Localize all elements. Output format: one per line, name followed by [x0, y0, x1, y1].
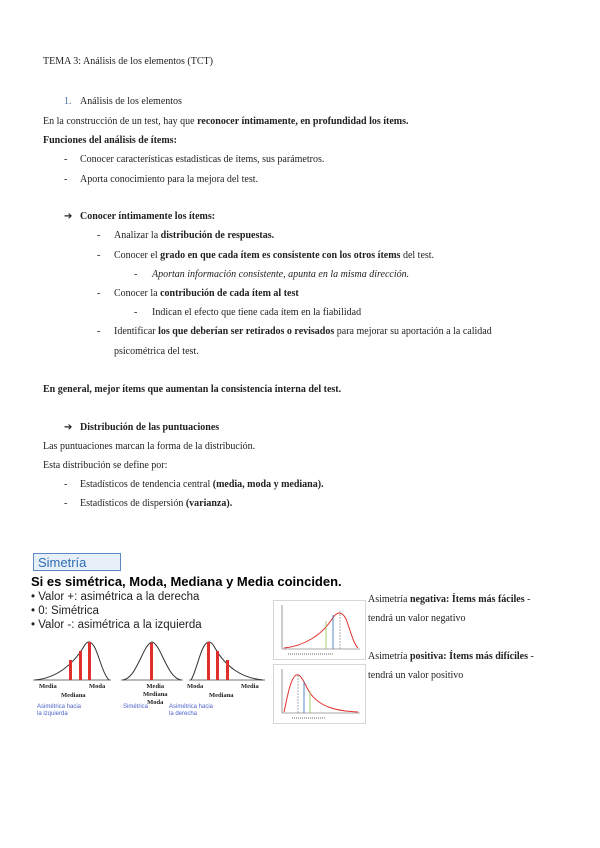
dash-marker: - — [97, 250, 101, 261]
general-statement: En general, mejor ítems que aumentan la consistencia interna del test. — [43, 384, 342, 395]
dash-marker: - — [97, 230, 101, 241]
dash-marker: - — [97, 326, 101, 337]
dash-marker: - — [64, 498, 68, 509]
skewness-figure — [29, 634, 265, 724]
negative-skew-text: Asimetría negativa: Ítems más fáciles - — [368, 594, 531, 605]
functions-title: Funciones del análisis de ítems: — [43, 135, 177, 146]
bar-center — [150, 643, 153, 680]
caption-right: Asimétrica hacia la derecha — [169, 704, 214, 717]
symmetry-title: Simetría — [33, 553, 121, 571]
document-header: TEMA 3: Análisis de los elementos (TCT) — [43, 56, 213, 67]
symmetry-bullet: • Valor -: asimétrica a la izquierda — [31, 619, 202, 631]
label-mediana: Mediana — [209, 692, 234, 699]
dist-line-2: Esta distribución se define por: — [43, 460, 168, 471]
negative-skew-graph — [273, 600, 366, 660]
dash-marker: - — [64, 479, 68, 490]
label-moda: Moda — [187, 683, 204, 690]
negative-skew-curve — [274, 601, 365, 659]
caption-left: Asimétrica hacia la izquierda — [37, 704, 82, 717]
intro-paragraph: En la construcción de un test, hay que reconocer íntimamente, en profundidad los ítems. — [43, 116, 409, 127]
bar-moda — [207, 642, 210, 680]
positive-skew-text: Asimetría positiva: Ítems más difíciles - — [368, 651, 534, 662]
know-title: Conocer íntimamente los ítems: — [80, 211, 216, 222]
caption-mid: Simétrica — [123, 704, 149, 710]
know-item-4-line2: psicométrica del test. — [114, 346, 199, 357]
functions-item: Conocer características estadísticas de ítems, sus parámetros. — [80, 154, 325, 165]
positive-skew-graph — [273, 664, 366, 724]
know-item-2-sub: Aportan información consistente, apunta en la misma dirección. — [152, 269, 410, 280]
arrow-icon: ➔ — [64, 422, 73, 433]
dist-bullet-2: Estadísticos de dispersión (varianza). — [80, 498, 233, 509]
dash-marker: - — [134, 307, 138, 318]
dash-marker: - — [64, 154, 68, 165]
arrow-icon: ➔ — [64, 211, 73, 222]
negative-skew-text-2: tendrá un valor negativo — [368, 613, 466, 624]
dash-marker: - — [97, 288, 101, 299]
dash-marker: - — [134, 269, 138, 280]
know-item-4: Identificar los que deberían ser retirados o revisados para mejorar su aportación a la calidad — [114, 326, 492, 337]
bar-mediana — [79, 651, 82, 680]
know-item-1: Analizar la distribución de respuestas. — [114, 230, 275, 241]
know-item-3-sub: Indican el efecto que tiene cada ítem en la fiabilidad — [152, 307, 362, 318]
positive-skew-curve — [274, 665, 365, 723]
dash-marker: - — [64, 174, 68, 185]
label-moda: Moda — [89, 683, 106, 690]
symmetry-bullet: • 0: Simétrica — [31, 605, 99, 617]
bar-moda — [88, 642, 91, 680]
label-media: Media — [39, 683, 57, 690]
symmetry-subtitle: Si es simétrica, Moda, Mediana y Media coinciden. — [31, 574, 342, 589]
bar-mediana — [216, 651, 219, 680]
section-number: 1. — [64, 96, 72, 107]
label-mediana: Mediana — [61, 692, 86, 699]
bar-media — [226, 660, 229, 680]
section-title: Análisis de los elementos — [80, 96, 182, 107]
know-item-3: Conocer la contribución de cada ítem al test — [114, 288, 299, 299]
bar-media — [69, 660, 72, 680]
dist-bullet-1: Estadísticos de tendencia central (media, moda y mediana). — [80, 479, 324, 490]
positive-skew-text-2: tendrá un valor positivo — [368, 670, 464, 681]
dist-line-1: Las puntuaciones marcan la forma de la distribución. — [43, 441, 256, 452]
symmetry-bullet: • Valor +: asimétrica a la derecha — [31, 591, 200, 603]
label-symmetric-stack: Media Mediana Moda — [143, 683, 168, 706]
dist-title: Distribución de las puntuaciones — [80, 422, 220, 433]
functions-item: Aporta conocimiento para la mejora del test. — [80, 174, 258, 185]
label-media: Media — [241, 683, 259, 690]
know-item-2: Conocer el grado en que cada ítem es consistente con los otros ítems del test. — [114, 250, 435, 261]
